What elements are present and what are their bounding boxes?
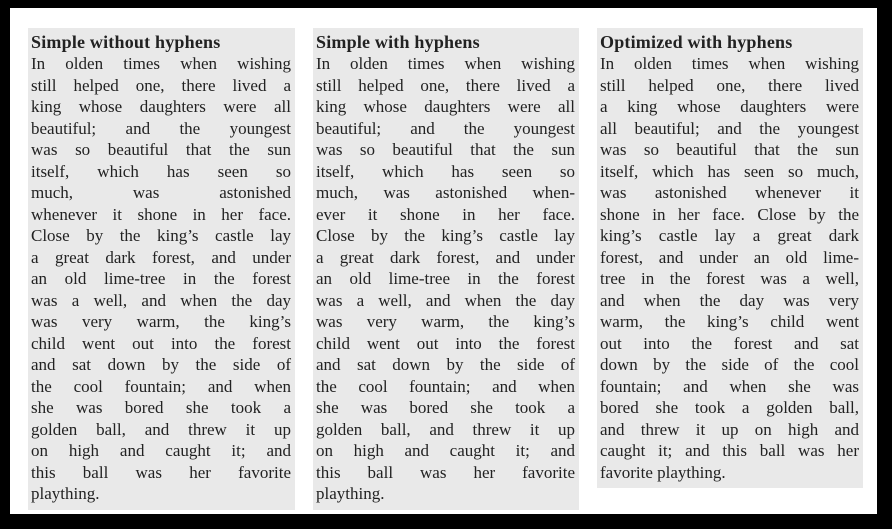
text-line: In olden times when wishing bbox=[600, 54, 859, 73]
text-line: and sat down by the side of bbox=[316, 355, 575, 374]
text-line: a king whose daughters were bbox=[600, 97, 859, 116]
text-line: king whose daughters were all bbox=[316, 97, 575, 116]
text-line: still helped one, there lived bbox=[600, 75, 859, 95]
text-line: was so beautiful that the sun bbox=[316, 140, 575, 159]
column-simple-with-hyphens bbox=[313, 28, 579, 510]
text-line: an old lime-tree in the forest bbox=[31, 269, 291, 288]
text-line: child went out into the forest bbox=[316, 333, 575, 353]
text-line: tree in the forest was a well, bbox=[600, 269, 859, 288]
text-line: favorite plaything. bbox=[600, 462, 726, 482]
text-line: was astonished whenever it bbox=[600, 183, 859, 202]
text-line: the cool fountain; and when bbox=[316, 376, 575, 396]
text-line: warm, the king’s child went bbox=[600, 312, 859, 331]
text-line: and threw it up on high and bbox=[600, 419, 859, 439]
text-line: was so beautiful that the sun bbox=[600, 140, 859, 159]
text-line: plaything. bbox=[316, 484, 385, 503]
text-line: child went out into the forest bbox=[31, 333, 291, 353]
text-line: fountain; and when she was bbox=[600, 376, 859, 396]
text-line: a great dark forest, and under bbox=[316, 247, 575, 267]
paragraph bbox=[600, 53, 859, 483]
text-line: caught it; and this ball was her bbox=[600, 441, 859, 460]
text-line: golden ball, and threw it up bbox=[31, 419, 291, 439]
text-line: plaything. bbox=[31, 484, 100, 503]
text-line: king whose daughters were all bbox=[31, 97, 291, 116]
text-line: was very warm, the king’s bbox=[31, 312, 291, 331]
text-line: and sat down by the side of bbox=[31, 355, 291, 374]
text-line: much, was astonished bbox=[31, 183, 291, 202]
text-line: forest, and under an old lime- bbox=[600, 247, 859, 267]
text-line: she was bored she took a bbox=[316, 398, 575, 417]
text-line: was very warm, the king’s bbox=[316, 312, 575, 331]
text-line: itself, which has seen so bbox=[31, 161, 291, 181]
text-line: all beautiful; and the youngest bbox=[600, 118, 859, 138]
text-line: was so beautiful that the sun bbox=[31, 140, 291, 159]
text-line: In olden times when wishing bbox=[316, 54, 575, 73]
text-line: In olden times when wishing bbox=[31, 54, 291, 73]
text-line: was a well, and when the day bbox=[316, 290, 575, 310]
text-line: beautiful; and the youngest bbox=[316, 118, 575, 138]
text-line: much, was astonished when- bbox=[316, 183, 575, 202]
text-line: beautiful; and the youngest bbox=[31, 118, 291, 138]
text-line: ever it shone in her face. bbox=[316, 204, 575, 224]
text-line: still helped one, there lived a bbox=[316, 75, 575, 95]
text-line: on high and caught it; and bbox=[31, 441, 291, 460]
text-line: and when the day was very bbox=[600, 290, 859, 310]
column-heading: Optimized with hyphens bbox=[600, 32, 793, 52]
text-line: Close by the king’s castle lay bbox=[31, 226, 291, 245]
text-line: king’s castle lay a great dark bbox=[600, 226, 859, 245]
text-line: golden ball, and threw it up bbox=[316, 419, 575, 439]
text-line: bored she took a golden ball, bbox=[600, 398, 859, 417]
paragraph bbox=[31, 53, 291, 505]
text-line: shone in her face. Close by the bbox=[600, 204, 859, 224]
text-line: an old lime-tree in the forest bbox=[316, 269, 575, 288]
text-line: she was bored she took a bbox=[31, 398, 291, 417]
text-line: itself, which has seen so much, bbox=[600, 161, 859, 181]
text-line: down by the side of the cool bbox=[600, 355, 859, 374]
text-line: still helped one, there lived a bbox=[31, 75, 291, 95]
column-simple-without-hyphens bbox=[28, 28, 295, 510]
paragraph bbox=[316, 53, 575, 505]
text-line: out into the forest and sat bbox=[600, 333, 859, 353]
document-page bbox=[10, 8, 877, 514]
text-line: a great dark forest, and under bbox=[31, 247, 291, 267]
column-optimized-with-hyphens bbox=[597, 28, 863, 488]
text-line: the cool fountain; and when bbox=[31, 376, 291, 396]
text-line: whenever it shone in her face. bbox=[31, 204, 291, 224]
text-line: this ball was her favorite bbox=[316, 462, 575, 482]
text-line: was a well, and when the day bbox=[31, 290, 291, 310]
column-heading: Simple with hyphens bbox=[316, 32, 480, 52]
text-line: this ball was her favorite bbox=[31, 462, 291, 482]
column-heading: Simple without hyphens bbox=[31, 32, 221, 52]
text-line: itself, which has seen so bbox=[316, 161, 575, 181]
text-line: on high and caught it; and bbox=[316, 441, 575, 460]
text-line: Close by the king’s castle lay bbox=[316, 226, 575, 245]
